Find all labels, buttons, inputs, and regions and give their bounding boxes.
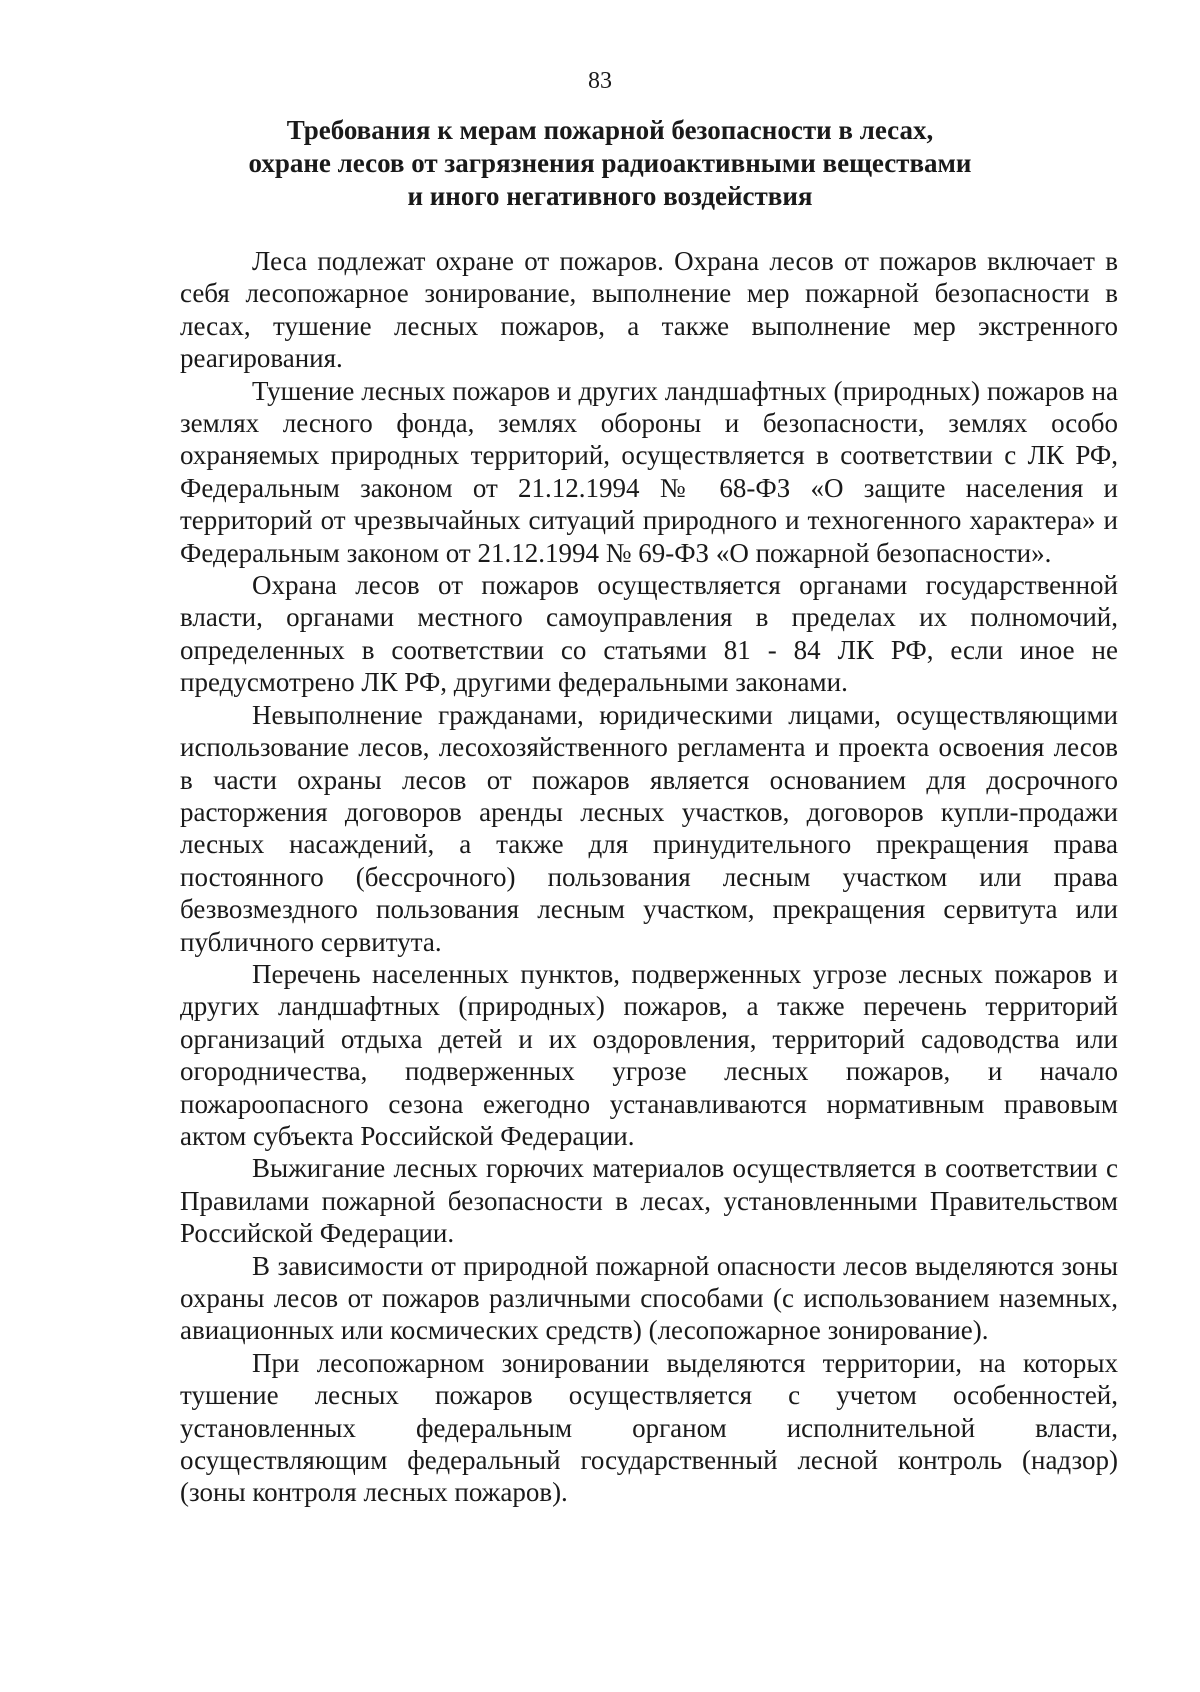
paragraph-control-zones: При лесопожарном зонировании выделяются территории, на которых тушение лесных пожаров осуществляется с учетом особенностей, установленных федеральным органом исполнительной власти, осуществляющим федеральный государственный лесной контроль (надзор) (зоны контроля лесных пожаров). xyxy=(180,1347,1118,1508)
paragraph-fire-protection: Леса подлежат охране от пожаров. Охрана лесов от пожаров включает в себя лесопожарное зонирование, выполнение мер пожарной безопасности в лесах, тушение лесных пожаров, а также выполнение мер экстренного реагирования. xyxy=(180,246,1118,374)
title-line-2: охране лесов от загрязнения радиоактивными веществами xyxy=(248,148,972,178)
paragraph-zoning: В зависимости от природной пожарной опасности лесов выделяются зоны охраны лесов от пожаров различными способами (с использованием наземных, авиационных или космических средств) (лесопожарное зонирование). xyxy=(180,1250,1118,1346)
paragraph-authorities: Охрана лесов от пожаров осуществляется органами государственной власти, органами местного самоуправления в пределах их полномочий, определенных в соответствии со статьями 81 - 84 ЛК РФ, если иное не предусмотрено ЛК РФ, другими федеральными законами. xyxy=(180,570,1118,698)
paragraph-burning: Выжигание лесных горючих материалов осуществляется в соответствии с Правилами пожарной безопасности в лесах, установленными Правительством Российской Федерации. xyxy=(180,1153,1118,1249)
paragraph-fire-extinguishing: Тушение лесных пожаров и других ландшафтных (природных) пожаров на землях лесного фонда, землях обороны и безопасности, землях особо охраняемых природных территорий, осуществляется в соответствии с ЛК РФ, Федеральным законом от 21.12.1994 № 68-ФЗ «О защите населения и территорий от чрезвычайных ситуаций природного и техногенного характера» и Федеральным законом от 21.12.1994 № 69-ФЗ «О пожарной безопасности». xyxy=(180,375,1118,568)
title-line-3: и иного негативного воздействия xyxy=(407,181,813,211)
section-title xyxy=(180,114,1040,213)
paragraph-settlements-list: Перечень населенных пунктов, подверженных угрозе лесных пожаров и других ландшафтных (природных) пожаров, а также перечень территорий организаций отдыха детей и их оздоровления, территорий садоводства или огородничества, подверженных угрозе лесных пожаров, и начало пожароопасного сезона ежегодно устанавливаются нормативным правовым актом субъекта Российской Федерации. xyxy=(180,958,1118,1151)
page-number: 83 xyxy=(588,68,612,94)
title-line-1: Требования к мерам пожарной безопасности в лесах, xyxy=(286,115,934,145)
paragraph-non-compliance: Невыполнение гражданами, юридическими лицами, осуществляющими использование лесов, лесохозяйственного регламента и проекта освоения лесов в части охраны лесов от пожаров является основанием для досрочного расторжения договоров аренды лесных участков, договоров купли-продажи лесных насаждений, а также для принудительного прекращения права постоянного (бессрочного) пользования лесным участком или права безвозмездного пользования лесным участком, прекращения сервитута или публичного сервитута. xyxy=(180,699,1118,957)
body-text xyxy=(180,245,1118,1509)
